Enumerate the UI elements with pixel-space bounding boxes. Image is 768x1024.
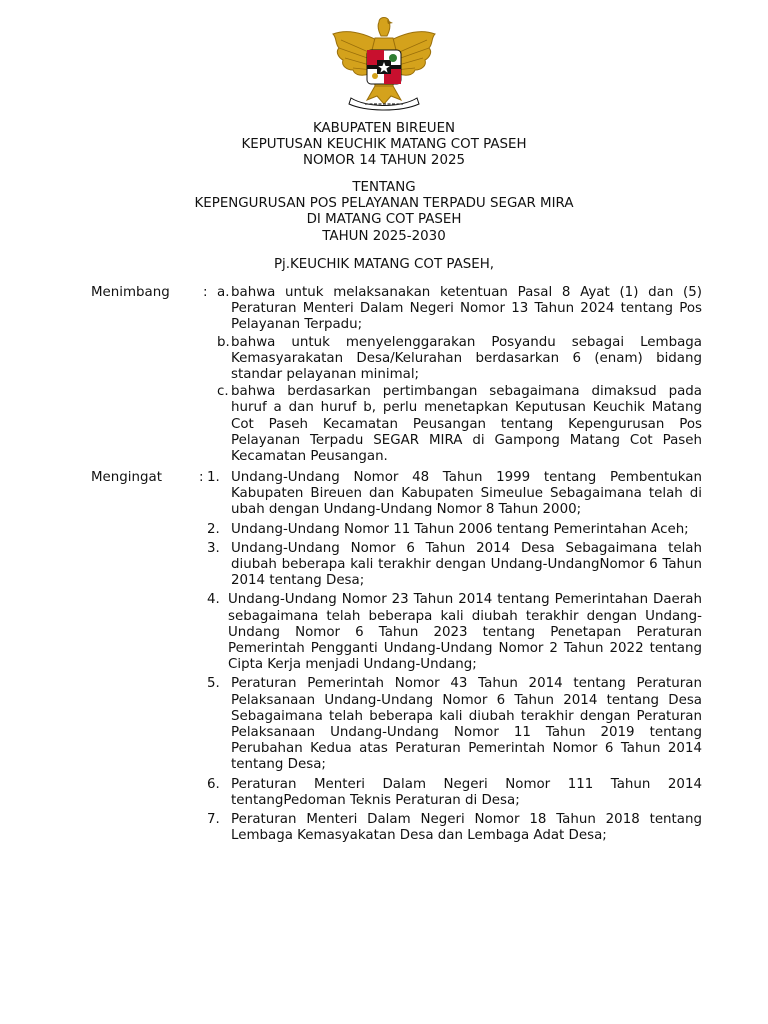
menimbang-item [91, 384, 702, 465]
menimbang-label: Menimbang [91, 285, 170, 300]
item-text: Peraturan Pemerintah Nomor 43 Tahun 2014 tentang Peraturan Pelaksanaan Undang-Undang Nomor 6 Tahun 2014 tentang Desa Sebagaimana telah beberapa kali diubah terakhir dengan Peraturan Pelaksanaan Undang-Undang Nomor 11 Tahun 2019 tentang Perubahan Kedua atas Peraturan Pemerintah Nomor 6 Tahun 2014 tentang Desa; [231, 676, 702, 773]
mengingat-section [91, 470, 702, 847]
item-text: Undang-Undang Nomor 11 Tahun 2006 tentang Pemerintahan Aceh; [231, 521, 689, 537]
item-marker: a. [217, 285, 230, 300]
subject-about: TENTANG [352, 180, 416, 195]
item-marker: 7. [207, 812, 220, 828]
item-marker: 1. [207, 470, 220, 485]
mengingat-item [91, 541, 702, 590]
item-marker: b. [217, 334, 230, 350]
garuda-emblem-icon [327, 14, 441, 112]
document-subject [0, 180, 768, 245]
mengingat-item [91, 470, 702, 519]
item-marker: 5. [207, 676, 220, 692]
subject-line-2: DI MATANG COT PASEH [306, 212, 462, 228]
mengingat-label: Mengingat [91, 470, 162, 485]
item-text: Undang-Undang Nomor 48 Tahun 1999 tentang Pembentukan Kabupaten Bireuen dan Kabupaten Simeulue Sebagaimana telah di ubah dengan Undang-Undang Nomor 8 Tahun 2000; [231, 470, 702, 518]
item-marker: 4. [207, 592, 220, 608]
mengingat-item [91, 592, 702, 673]
item-text: bahwa untuk melaksanakan ketentuan Pasal 8 Ayat (1) dan (5) Peraturan Menteri Dalam Negeri Nomor 13 Tahun 2024 tentang Pos Pelayanan Terpadu; [231, 285, 702, 333]
menimbang-colon: : [203, 285, 208, 300]
menimbang-section [91, 285, 702, 466]
item-marker: 3. [207, 540, 220, 556]
item-text: Undang-Undang Nomor 6 Tahun 2014 Desa Sebagaimana telah diubah beberapa kali terakhir dengan Undang-UndangNomor 6 Tahun 2014 tentang Desa; [231, 540, 702, 589]
decree-number: NOMOR 14 TAHUN 2025 [302, 153, 466, 169]
menimbang-item [91, 335, 702, 384]
item-text: Peraturan Menteri Dalam Negeri Nomor 18 Tahun 2018 tentang Lembaga Kemasyakatan Desa dan Lembaga Adat Desa; [231, 812, 702, 844]
mengingat-colon: : [199, 470, 204, 485]
menimbang-item [91, 285, 702, 334]
regency-name: KABUPATEN BIREUEN [312, 121, 456, 136]
official-title: Pj.KEUCHIK MATANG COT PASEH, [273, 257, 495, 272]
mengingat-item [91, 812, 702, 844]
mengingat-item [91, 676, 702, 773]
item-marker: c. [217, 384, 229, 400]
document-header [0, 121, 768, 170]
decree-title: KEPUTUSAN KEUCHIK MATANG COT PASEH [241, 137, 527, 153]
item-text: bahwa untuk menyelenggarakan Posyandu sebagai Lembaga Kemasyarakatan Desa/Kelurahan berdasarkan 6 (enam) bidang standar pelayanan minimal; [231, 334, 702, 383]
item-text: bahwa berdasarkan pertimbangan sebagaimana dimaksud pada huruf a dan huruf b, perlu menetapkan Keputusan Keuchik Matang Cot Paseh Kecamatan Peusangan tentang Kepengurusan Pos Pelayanan Terpadu SEGAR MIRA di Gampong Matang Cot Paseh Kecamatan Peusangan. [231, 384, 702, 465]
mengingat-item [91, 777, 702, 809]
item-marker: 6. [207, 776, 220, 792]
item-text: Undang-Undang Nomor 23 Tahun 2014 tentang Pemerintahan Daerah sebagaimana telah beberapa kali diubah terakhir dengan Undang-Undang Nomor 6 Tahun 2023 tentang Penetapan Peraturan Pemerintah Pengganti Undang-Undang Nomor 2 Tahun 2022 tentang Cipta Kerja menjadi Undang-Undang; [228, 592, 702, 673]
item-marker: 2. [207, 521, 220, 537]
item-text: Peraturan Menteri Dalam Negeri Nomor 111 Tahun 2014 tentangPedoman Teknis Peraturan di Desa; [231, 776, 702, 808]
mengingat-item [91, 522, 702, 538]
subject-line-1: KEPENGURUSAN POS PELAYANAN TERPADU SEGAR MIRA [194, 196, 574, 212]
subject-period: TAHUN 2025-2030 [322, 228, 446, 244]
